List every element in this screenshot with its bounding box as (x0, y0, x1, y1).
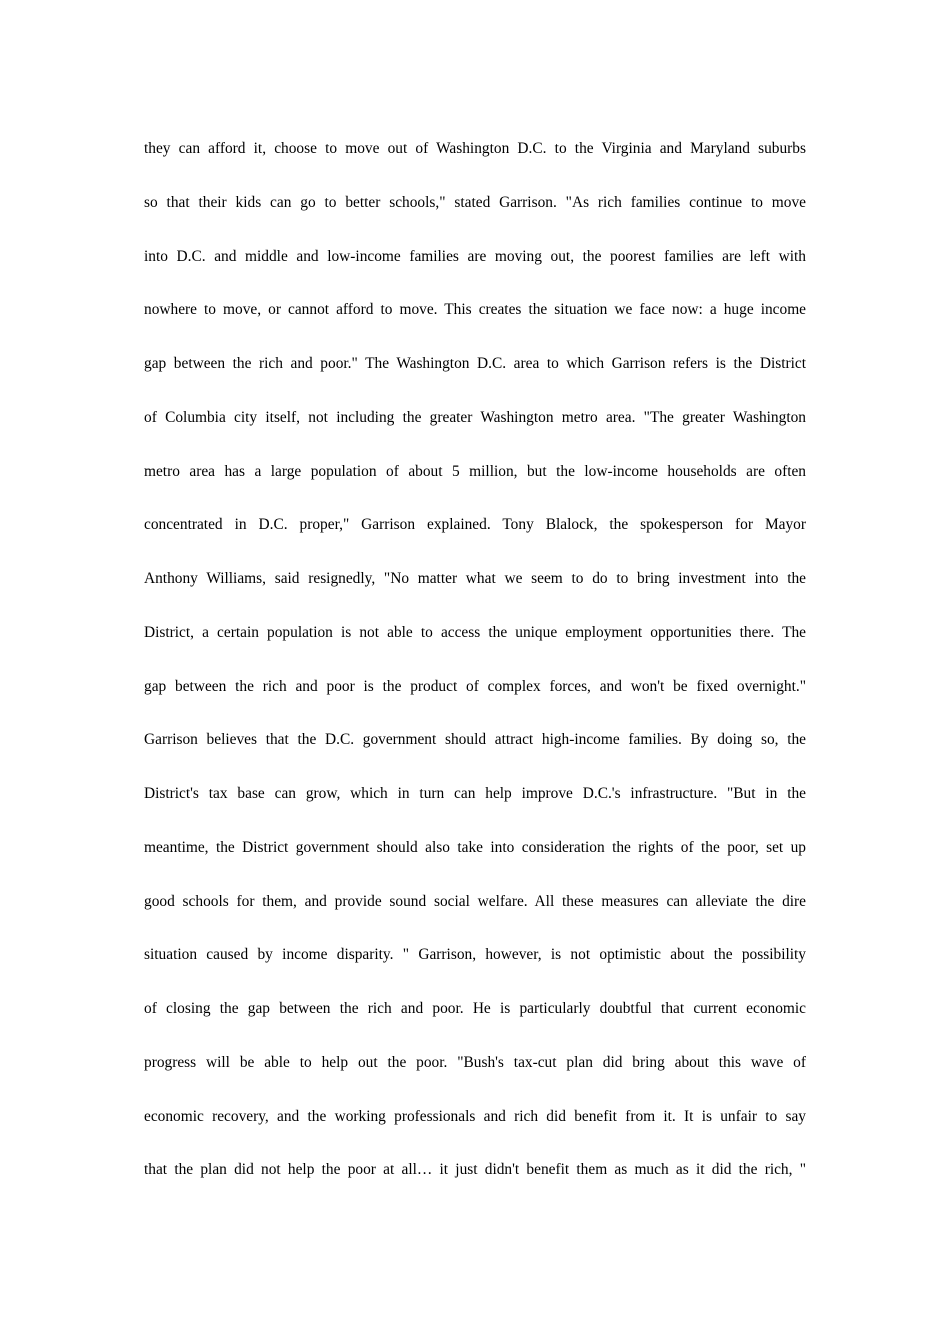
text-line: gap between the rich and poor." The Washington D.C. area to which Garrison refers is the District (144, 355, 806, 372)
body-paragraph (144, 122, 806, 1197)
text-line: situation caused by income disparity. " Garrison, however, is not optimistic about the possibility (144, 946, 806, 964)
text-line: District's tax base can grow, which in turn can help improve D.C.'s infrastructure. "But in the (144, 785, 806, 802)
text-line: concentrated in D.C. proper," Garrison explained. Tony Blalock, the spokesperson for Mayor (144, 516, 806, 534)
text-line: of closing the gap between the rich and poor. He is particularly doubtful that current economic (144, 1000, 806, 1017)
text-line: District, a certain population is not able to access the unique employment opportunities there. The (144, 623, 806, 641)
text-line: progress will be able to help out the poor. "Bush's tax-cut plan did bring about this wave of (144, 1053, 806, 1071)
text-line: metro area has a large population of about 5 million, but the low-income households are often (144, 462, 806, 480)
text-line: Garrison believes that the D.C. government should attract high-income families. By doing so, the (144, 731, 806, 749)
text-line: nowhere to move, or cannot afford to move. This creates the situation we face now: a huge income (144, 301, 806, 319)
text-line: they can afford it, choose to move out of Washington D.C. to the Virginia and Maryland suburbs (144, 140, 806, 157)
text-line: meantime, the District government should also take into consideration the rights of the poor, set up (144, 838, 806, 856)
text-line: of Columbia city itself, not including the greater Washington metro area. "The greater Washington (144, 408, 806, 426)
text-line: gap between the rich and poor is the product of complex forces, and won't be fixed overnight." (144, 677, 806, 695)
text-line: Anthony Williams, said resignedly, "No matter what we seem to do to bring investment into the (144, 570, 806, 587)
text-line: into D.C. and middle and low-income families are moving out, the poorest families are left with (144, 247, 806, 265)
text-line: economic recovery, and the working professionals and rich did benefit from it. It is unfair to say (144, 1107, 806, 1125)
text-line: good schools for them, and provide sound social welfare. All these measures can alleviate the dire (144, 892, 806, 910)
text-line: so that their kids can go to better schools," stated Garrison. "As rich families continue to move (144, 193, 806, 211)
text-line: that the plan did not help the poor at all… it just didn't benefit them as much as it did the rich, " (144, 1161, 806, 1179)
